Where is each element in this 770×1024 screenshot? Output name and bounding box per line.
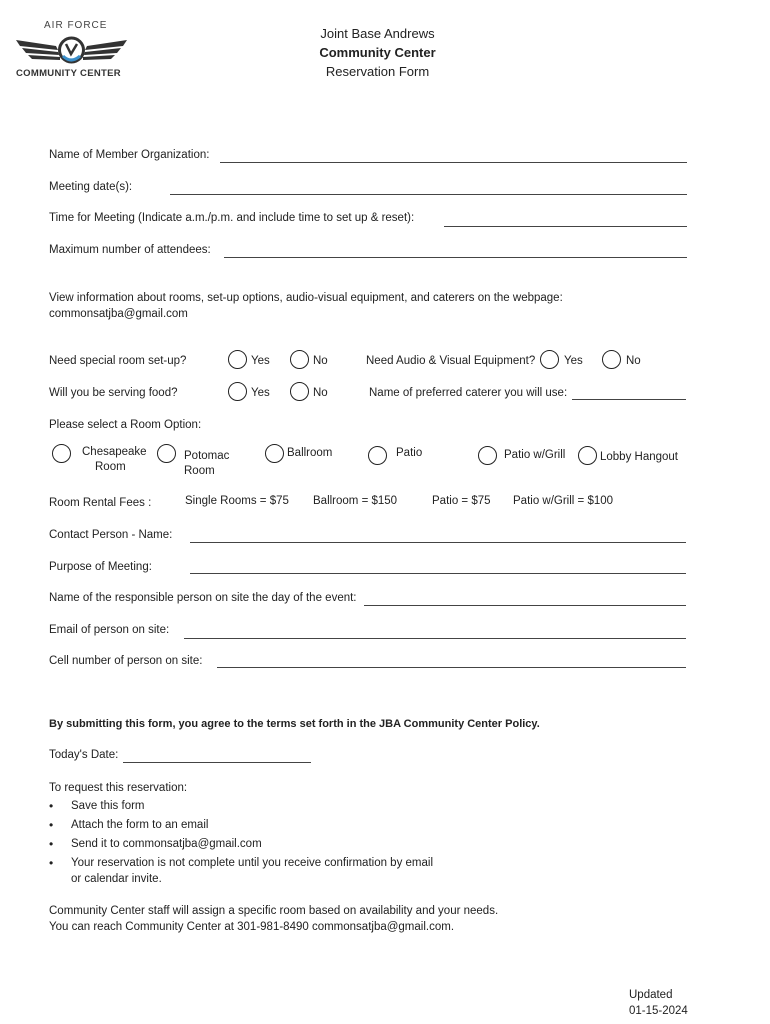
instruction-item: Send it to commonsatjba@gmail.com: [71, 838, 262, 850]
patio-grill-label: Patio w/Grill: [504, 449, 566, 461]
contact-person-field[interactable]: [190, 542, 686, 543]
patio-label: Patio: [396, 447, 423, 459]
responsible-label: Name of the responsible person on site the day of the event:: [49, 592, 357, 604]
updated-label: Updated: [629, 989, 673, 1001]
caterer-label: Name of preferred caterer you will use:: [369, 387, 568, 399]
chesapeake-label-2: Room: [95, 461, 126, 473]
max-attendees-field[interactable]: [224, 257, 687, 258]
instruction-item: Your reservation is not complete until you receive confirmation by email: [71, 857, 434, 869]
purpose-field[interactable]: [190, 573, 686, 574]
food-yes-radio[interactable]: [228, 382, 247, 401]
av-yes-label: Yes: [564, 355, 583, 367]
instruction-item: Save this form: [71, 800, 145, 812]
chesapeake-label-1: Chesapeake: [82, 446, 147, 458]
meeting-time-label: Time for Meeting (Indicate a.m./p.m. and include time to set up & reset):: [49, 212, 415, 224]
fees-label: Room Rental Fees :: [49, 497, 152, 509]
header-line-2: Community Center: [319, 45, 436, 60]
meeting-dates-label: Meeting date(s):: [49, 181, 133, 193]
fee-ballroom: Ballroom = $150: [313, 495, 398, 507]
instruction-item-continued: or calendar invite.: [71, 873, 162, 885]
cell-label: Cell number of person on site:: [49, 655, 203, 667]
member-org-field[interactable]: [220, 162, 687, 163]
room-setup-no-label: No: [313, 355, 328, 367]
lobby-label: Lobby Hangout: [600, 451, 679, 463]
info-text: View information about rooms, set-up options, audio-visual equipment, and caterers on the webpage:: [49, 292, 563, 304]
updated-date: 01-15-2024: [629, 1005, 688, 1017]
fee-single: Single Rooms = $75: [185, 495, 289, 507]
todays-date-label: Today's Date:: [49, 749, 119, 761]
email-label: Email of person on site:: [49, 624, 170, 636]
patio-radio[interactable]: [368, 446, 387, 465]
responsible-field[interactable]: [364, 605, 686, 606]
member-org-label: Name of Member Organization:: [49, 149, 210, 161]
bullet-icon: •: [49, 856, 54, 870]
info-email: commonsatjba@gmail.com: [49, 308, 188, 320]
footer-line-2: You can reach Community Center at 301-981-8490 commonsatjba@gmail.com.: [49, 921, 455, 933]
ballroom-label: Ballroom: [287, 447, 333, 459]
meeting-dates-field[interactable]: [170, 194, 687, 195]
agreement-text: By submitting this form, you agree to the terms set forth in the JBA Community Center Policy.: [49, 718, 540, 730]
bullet-icon: •: [49, 837, 54, 851]
meeting-time-field[interactable]: [444, 226, 687, 227]
potomac-label-2: Room: [184, 465, 215, 477]
cell-field[interactable]: [217, 667, 686, 668]
food-no-radio[interactable]: [290, 382, 309, 401]
av-no-radio[interactable]: [602, 350, 621, 369]
contact-person-label: Contact Person - Name:: [49, 529, 173, 541]
bullet-icon: •: [49, 799, 54, 813]
patio-grill-radio[interactable]: [478, 446, 497, 465]
logo-bottom-text: COMMUNITY CENTER: [16, 68, 121, 79]
instruction-item: Attach the form to an email: [71, 819, 209, 831]
header-line-1: Joint Base Andrews: [320, 26, 435, 41]
header-line-3: Reservation Form: [325, 64, 430, 79]
purpose-label: Purpose of Meeting:: [49, 561, 152, 573]
room-setup-yes-radio[interactable]: [228, 350, 247, 369]
room-setup-yes-label: Yes: [251, 355, 270, 367]
bullet-icon: •: [49, 818, 54, 832]
max-attendees-label: Maximum number of attendees:: [49, 244, 211, 256]
logo: [14, 20, 129, 82]
fee-patio: Patio = $75: [432, 495, 491, 507]
lobby-radio[interactable]: [578, 446, 597, 465]
potomac-radio[interactable]: [157, 444, 176, 463]
instructions-heading: To request this reservation:: [49, 782, 188, 794]
ballroom-radio[interactable]: [265, 444, 284, 463]
food-no-label: No: [313, 387, 328, 399]
potomac-label-1: Potomac: [184, 450, 230, 462]
av-yes-radio[interactable]: [540, 350, 559, 369]
wings-icon: [14, 32, 129, 68]
serving-food-label: Will you be serving food?: [49, 387, 178, 399]
av-label: Need Audio & Visual Equipment?: [366, 355, 536, 367]
food-yes-label: Yes: [251, 387, 270, 399]
caterer-field[interactable]: [572, 399, 686, 400]
email-field[interactable]: [184, 638, 686, 639]
chesapeake-radio[interactable]: [52, 444, 71, 463]
fee-patio-grill: Patio w/Grill = $100: [513, 495, 614, 507]
footer-line-1: Community Center staff will assign a specific room based on availability and your needs.: [49, 905, 499, 917]
av-no-label: No: [626, 355, 641, 367]
room-setup-label: Need special room set-up?: [49, 355, 187, 367]
logo-top-text: AIR FORCE: [44, 20, 108, 31]
todays-date-field[interactable]: [123, 762, 311, 763]
room-setup-no-radio[interactable]: [290, 350, 309, 369]
room-option-label: Please select a Room Option:: [49, 419, 202, 431]
